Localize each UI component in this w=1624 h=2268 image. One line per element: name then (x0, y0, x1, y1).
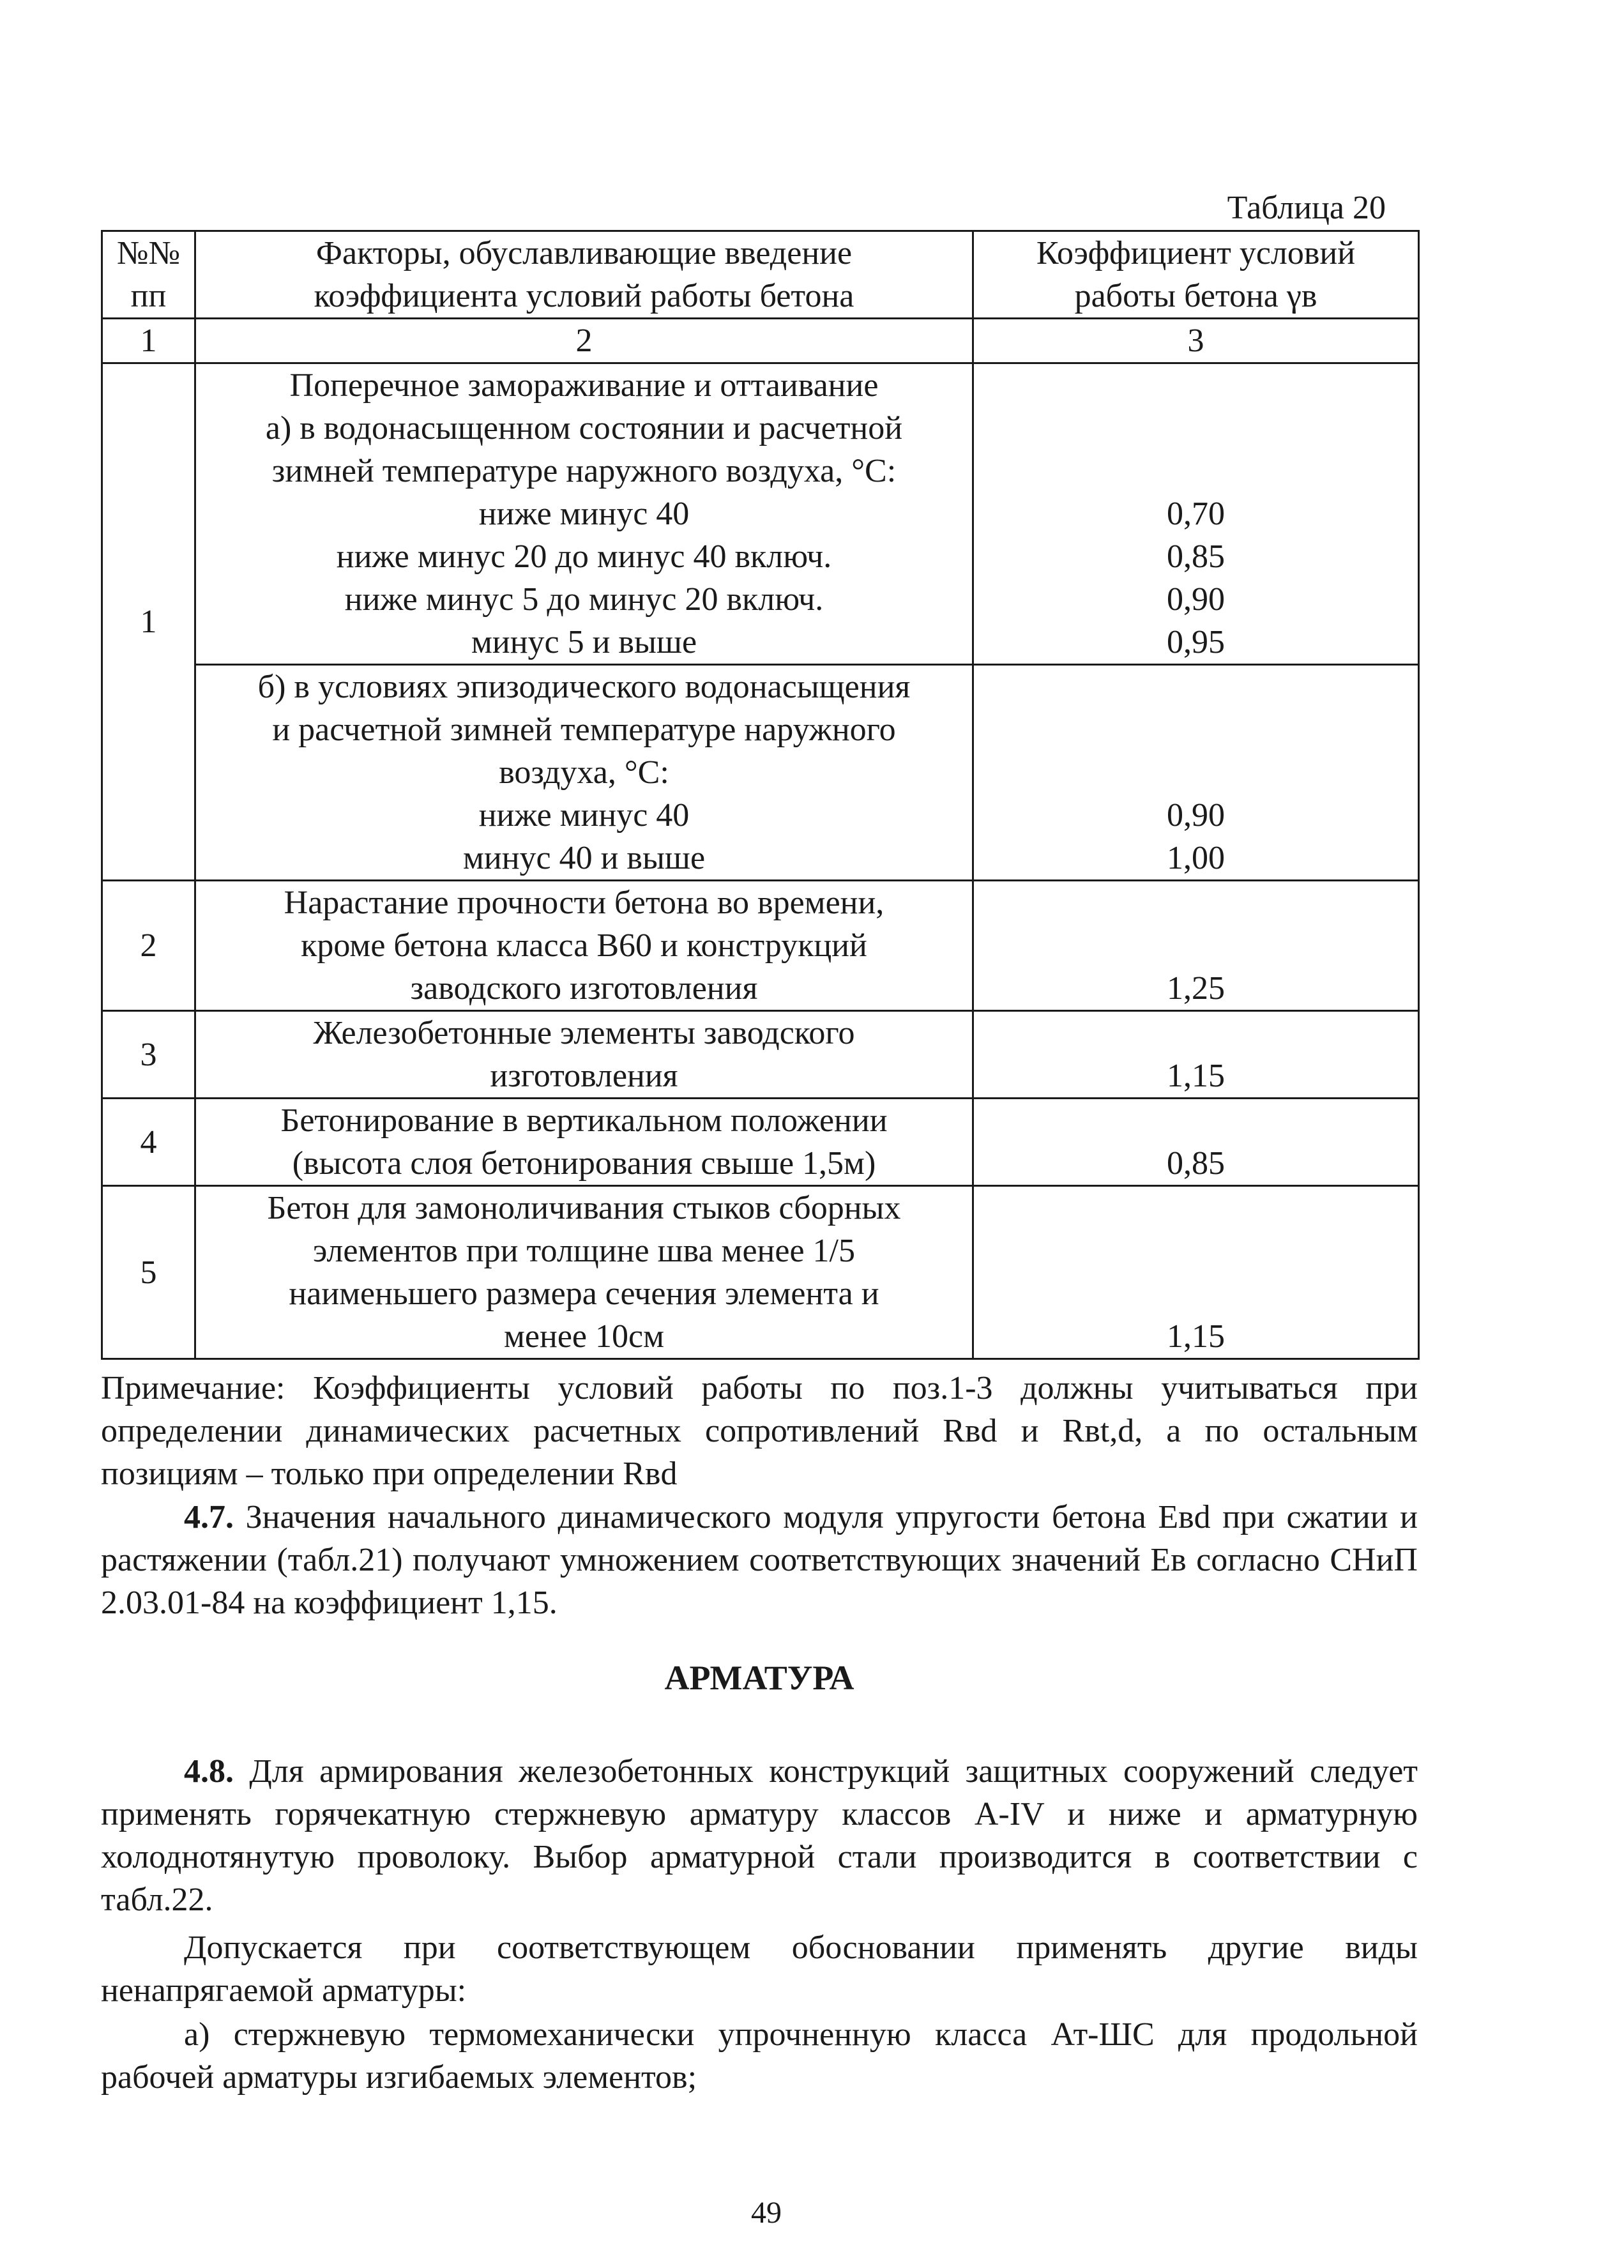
row-position: 5 (102, 1186, 195, 1359)
table-caption: Таблица 20 (1227, 190, 1386, 226)
table-row (102, 1186, 1419, 1359)
table-note: Примечание: Коэффициенты условий работы по поз.1-3 должны учитываться при определении динамических расчетных сопротивлений Rвd и Rвt,d, а по остальным позициям – только при определении Rвd (101, 1370, 1418, 1492)
header-number: №№ пп (102, 231, 195, 319)
row-position: 1 (102, 363, 195, 881)
row-coefficient-values: 1,15 (973, 1011, 1419, 1099)
paragraph-number: 4.8. (184, 1753, 234, 1790)
paragraph-allow: Допускается при соответствующем обосновании применять другие виды ненапрягаемой арматуры: (101, 1929, 1418, 2009)
row-factor: Железобетонные элементы заводского изготовления (195, 1011, 973, 1099)
row-position: 4 (102, 1099, 195, 1186)
row-factor: б) в условиях эпизодического водонасыщения и расчетной зимней температуре наружного воздуха, °С: ниже минус 40 минус 40 и выше (195, 665, 973, 881)
table-column-numbers-row (102, 319, 1419, 363)
column-number: 2 (195, 319, 973, 363)
table-row (102, 881, 1419, 1011)
table-row (102, 363, 1419, 665)
row-coefficient-values: 0,70 0,85 0,90 0,95 (973, 363, 1419, 665)
table-header-row (102, 231, 1419, 319)
row-position: 3 (102, 1011, 195, 1099)
paragraph-number: 4.7. (184, 1499, 234, 1535)
header-coefficient: Коэффициент условий работы бетона γв (973, 231, 1419, 319)
section-title: АРМАТУРА (664, 1659, 854, 1697)
column-number: 1 (102, 319, 195, 363)
row-coefficient-values: 1,25 (973, 881, 1419, 1011)
row-coefficient-values: 0,85 (973, 1099, 1419, 1186)
row-factor: Бетон для замоноличивания стыков сборных элементов при толщине шва менее 1/5 наименьшего размера сечения элемента и менее 10см (195, 1186, 973, 1359)
row-position: 2 (102, 881, 195, 1011)
row-coefficient-values: 1,15 (973, 1186, 1419, 1359)
paragraph-text: Для армирования железобетонных конструкций защитных сооружений следует применять горячекатную стержневую арматуру классов А-IV и ниже и арматурную холоднотянутую проволоку. Выбор арматурной стали производится в соответствии с табл.22. (101, 1753, 1418, 1918)
row-factor: Бетонирование в вертикальном положении (высота слоя бетонирования свыше 1,5м) (195, 1099, 973, 1186)
row-factor: Нарастание прочности бетона во времени, кроме бетона класса В60 и конструкций заводского изготовления (195, 881, 973, 1011)
table-row (102, 1011, 1419, 1099)
table-row (102, 665, 1419, 881)
coefficients-table (101, 230, 1420, 1360)
row-coefficient-values: 0,90 1,00 (973, 665, 1419, 881)
list-item-a: а) стержневую термомеханически упрочненную класса Ат-ШС для продольной рабочей арматуры изгибаемых элементов; (101, 2016, 1418, 2096)
header-factors: Факторы, обуславливающие введение коэффициента условий работы бетона (195, 231, 973, 319)
paragraph-text: Значения начального динамического модуля упругости бетона Eвd при сжатии и растяжении (табл.21) получают умножением соответствующих значений Eв согласно СНиП 2.03.01-84 на коэффициент 1,15. (101, 1499, 1418, 1621)
row-factor: Поперечное замораживание и оттаивание а) в водонасыщенном состоянии и расчетной зимней температуре наружного воздуха, °С: ниже минус 40 ниже минус 20 до минус 40 включ. ниже минус 5 до минус 20 включ. минус 5 и выше (195, 363, 973, 665)
page-number: 49 (751, 2196, 782, 2230)
paragraph-4-7 (101, 1496, 1418, 1624)
column-number: 3 (973, 319, 1419, 363)
table-row (102, 1099, 1419, 1186)
paragraph-4-8 (101, 1750, 1418, 1921)
